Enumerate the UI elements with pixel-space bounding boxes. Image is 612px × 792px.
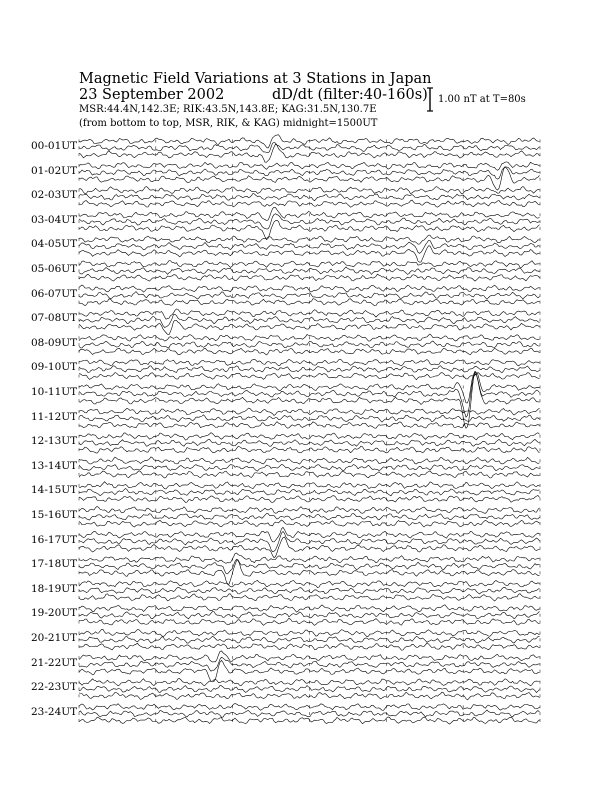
hour-label: 06-07UT <box>31 287 78 300</box>
hour-label: 10-11UT <box>31 386 78 398</box>
hour-label: 21-22UT <box>31 656 78 669</box>
hour-label: 20-21UT <box>31 632 78 644</box>
hour-label: 22-23UT <box>31 681 78 694</box>
scale-bar-label: 1.00 nT at T=80s <box>438 94 526 105</box>
trace-group <box>79 135 540 724</box>
time-ticks <box>79 571 540 574</box>
trace-rik-00-01UT <box>79 142 540 152</box>
trace-msr-09-10UT <box>79 373 540 380</box>
hour-label: 19-20UT <box>31 607 78 620</box>
trace-kag-01-02UT <box>79 162 540 170</box>
trace-rik-09-10UT <box>79 366 540 373</box>
hour-label: 14-15UT <box>31 484 78 497</box>
chart-title: Magnetic Field Variations at 3 Stations in Japan <box>79 71 432 87</box>
time-ticks <box>79 681 540 684</box>
trace-kag-15-16UT <box>79 507 540 514</box>
time-ticks <box>79 276 540 279</box>
hour-label: 01-02UT <box>31 164 78 177</box>
time-ticks <box>79 621 540 624</box>
hour-label: 13-14UT <box>31 459 78 472</box>
hour-label: 05-06UT <box>31 263 78 275</box>
hour-label: 09-10UT <box>31 361 78 374</box>
hour-label: 00-01UT <box>31 140 78 152</box>
trace-kag-21-22UT <box>79 651 540 662</box>
time-ticks <box>79 164 540 167</box>
hour-label: 03-04UT <box>31 213 78 226</box>
hour-label: 15-16UT <box>31 509 78 521</box>
time-ticks <box>79 424 540 427</box>
hour-label: 18-19UT <box>31 582 78 595</box>
trace-kag-23-24UT <box>79 704 540 711</box>
hour-label: 11-12UT <box>31 410 78 423</box>
hour-label: 12-13UT <box>31 435 78 448</box>
time-ticks <box>79 189 540 192</box>
trace-msr-11-12UT <box>79 422 540 429</box>
date-label: 23 September 2002 <box>79 87 225 103</box>
trace-msr-06-07UT <box>79 299 540 306</box>
hour-label: 16-17UT <box>31 533 78 546</box>
trace-kag-05-06UT <box>79 261 540 268</box>
trace-rik-04-05UT <box>79 240 540 253</box>
hour-label: 08-09UT <box>31 336 78 349</box>
hour-label: 02-03UT <box>31 189 78 202</box>
station-order-note: (from bottom to top, MSR, RIK, & KAG) midnight=1500UT <box>79 118 378 129</box>
trace-rik-12-13UT <box>79 439 540 446</box>
trace-kag-09-10UT <box>79 359 540 366</box>
time-ticks <box>79 656 540 659</box>
hour-label: 04-05UT <box>31 238 78 251</box>
hour-label: 07-08UT <box>31 312 78 325</box>
trace-rik-01-02UT <box>79 167 540 179</box>
time-ticks <box>79 498 540 501</box>
quantity-label: dD/dt (filter:40-160s) <box>272 87 428 103</box>
station-coordinates: MSR:44.4N,142.3E; RIK:43.5N,143.8E; KAG:31.5N,130.7E <box>79 104 377 115</box>
hour-label: 23-24UT <box>31 705 78 718</box>
trace-kag-22-23UT <box>79 679 540 686</box>
hour-label: 17-18UT <box>31 558 78 571</box>
